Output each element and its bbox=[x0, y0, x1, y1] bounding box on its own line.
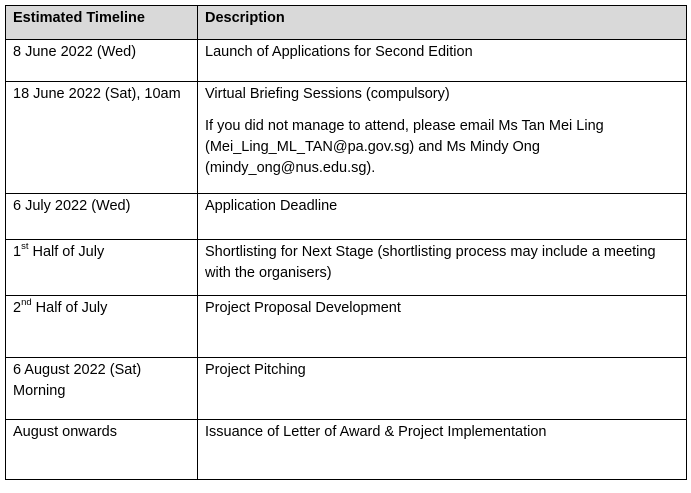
ordinal-number: 2 bbox=[13, 300, 22, 316]
description-cell: Application Deadline bbox=[198, 194, 687, 240]
table-row bbox=[6, 296, 687, 358]
timeline-text-line2: Morning bbox=[13, 383, 66, 399]
timeline-text: 6 August 2022 (Sat) bbox=[13, 362, 142, 378]
table-row bbox=[6, 194, 687, 240]
table-row bbox=[6, 240, 687, 296]
timeline-cell bbox=[6, 358, 198, 420]
timeline-cell bbox=[6, 296, 198, 358]
timeline-cell: 18 June 2022 (Sat), 10am bbox=[6, 82, 198, 194]
ordinal-suffix: nd bbox=[21, 297, 32, 309]
description-cell: Shortlisting for Next Stage (shortlisting process may include a meeting with the organisers) bbox=[198, 240, 687, 296]
table-header-row bbox=[6, 6, 687, 40]
ordinal-number: 1 bbox=[13, 244, 22, 260]
header-description: Description bbox=[198, 6, 687, 40]
ordinal-suffix: st bbox=[21, 241, 29, 253]
timeline-text: Half of July bbox=[28, 244, 105, 260]
description-cell: Project Proposal Development bbox=[198, 296, 687, 358]
description-text: Virtual Briefing Sessions (compulsory) bbox=[205, 86, 450, 102]
description-cell: Issuance of Letter of Award & Project Implementation bbox=[198, 420, 687, 480]
timeline-table bbox=[5, 5, 687, 480]
timeline-cell: August onwards bbox=[6, 420, 198, 480]
description-cell: Project Pitching bbox=[198, 358, 687, 420]
timeline-cell: 8 June 2022 (Wed) bbox=[6, 40, 198, 82]
table-row bbox=[6, 358, 687, 420]
table-row bbox=[6, 82, 687, 194]
description-cell: Launch of Applications for Second Edition bbox=[198, 40, 687, 82]
description-cell bbox=[198, 82, 687, 194]
header-estimated-timeline: Estimated Timeline bbox=[6, 6, 198, 40]
table-row bbox=[6, 420, 687, 480]
description-note: If you did not manage to attend, please email Ms Tan Mei Ling (Mei_Ling_ML_TAN@pa.gov.sg) and Ms Mindy Ong (mindy_ong@nus.edu.sg). bbox=[205, 118, 604, 176]
table-row bbox=[6, 40, 687, 82]
timeline-cell bbox=[6, 240, 198, 296]
timeline-text: Half of July bbox=[31, 300, 108, 316]
timeline-cell: 6 July 2022 (Wed) bbox=[6, 194, 198, 240]
